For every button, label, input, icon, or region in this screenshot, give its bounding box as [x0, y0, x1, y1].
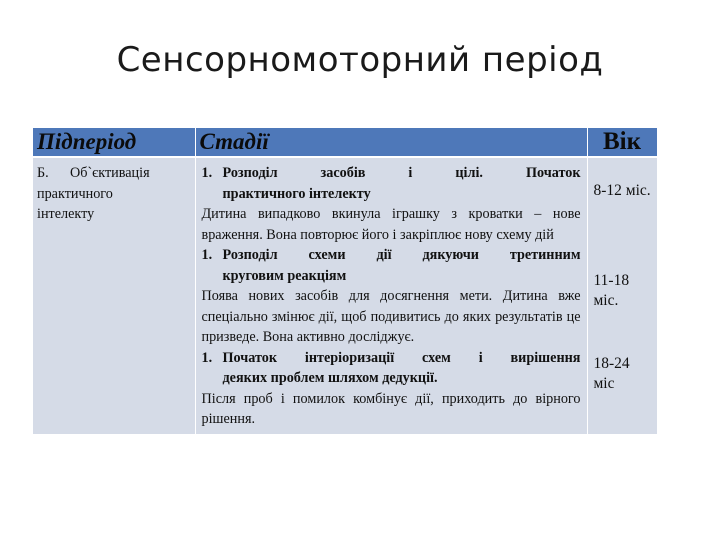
stages-table — [33, 128, 658, 434]
substage-line: Б. Об`єктивація — [37, 165, 150, 181]
age-header: Вік — [587, 128, 657, 157]
age-range: 11-18 міс. — [593, 272, 630, 309]
substage-line: практичного — [37, 185, 113, 202]
stages-header: Стадії — [195, 128, 587, 157]
stage-heading-continuation: круговим реакціям — [222, 267, 347, 284]
stage-heading — [202, 245, 581, 266]
stage-number: 1. — [201, 165, 213, 181]
stage-description: Після проб і помилок комбінує дії, приходить до вірного рішення. — [201, 390, 581, 427]
substage-line: інтелекту — [37, 206, 95, 222]
stage-heading — [202, 348, 581, 369]
stage-number: 1. — [201, 349, 213, 366]
stage-description: Поява нових засобів для досягнення мети. Дитина вже спеціально змінює дії, щоб подивитись до яких результатів це призведе. Вона активно досліджує. — [201, 288, 581, 345]
stage-number: 1. — [201, 247, 213, 263]
stage-description: Дитина випадково вкинула іграшку з кроватки – нове враження. Вона повторює його і закріплює нову схему дій — [201, 206, 581, 243]
age-range: 8-12 міс. — [593, 182, 651, 199]
stages-cell — [195, 157, 587, 434]
substage-header: Підперіод — [33, 128, 195, 157]
age-cell — [587, 157, 657, 434]
stage-heading — [202, 163, 581, 184]
stage-heading-continuation: практичного інтелекту — [222, 185, 371, 202]
stage-heading-text: Розподіл схеми дії дякуючи третинним — [222, 247, 581, 263]
stage-heading-continuation: деяких проблем шляхом дедукції. — [222, 370, 438, 386]
stage-heading-text: Розподіл засобів і цілі. Початок — [222, 165, 581, 181]
age-range: 18-24 міс — [593, 355, 630, 392]
table-row — [33, 157, 657, 434]
slide-title: Сенсорномоторний період — [116, 40, 604, 80]
substage-cell — [33, 157, 195, 434]
table-header-row — [33, 128, 657, 157]
stage-heading-text: Початок інтеріоризації схем і вирішення — [222, 349, 581, 366]
